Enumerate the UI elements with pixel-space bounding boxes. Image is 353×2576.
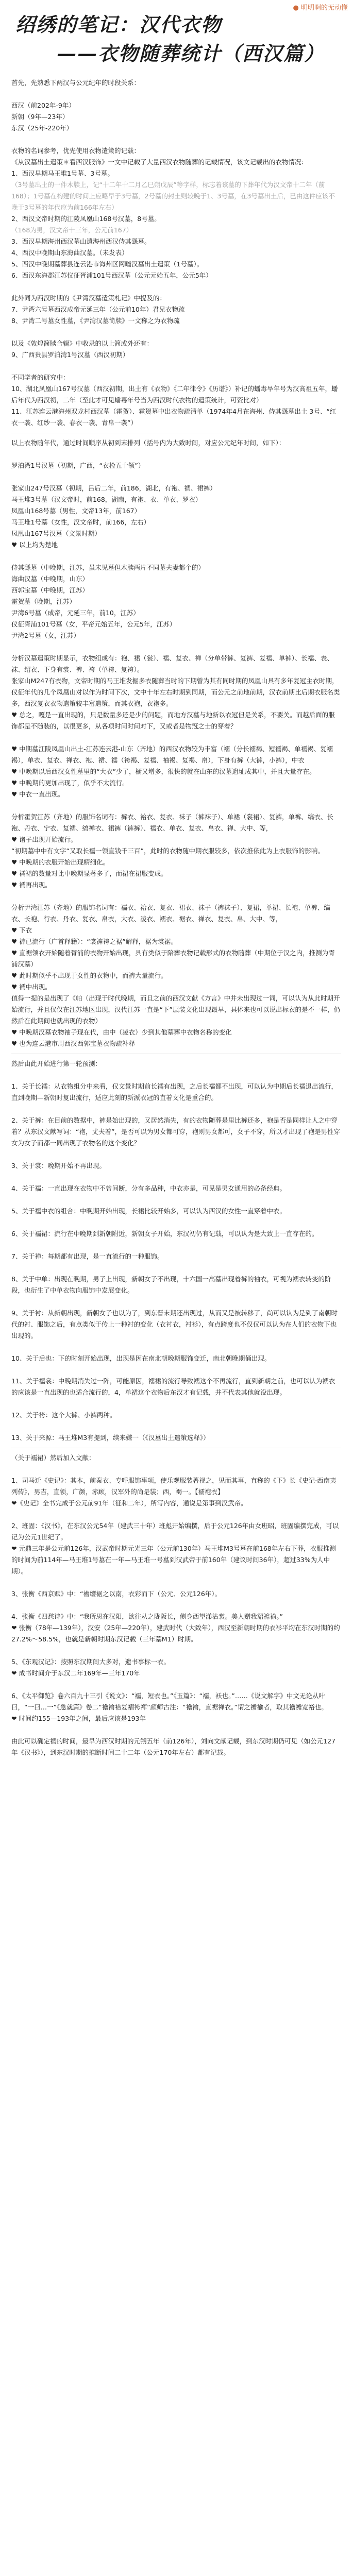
paragraph: 2、班固：《汉书》，在东汉公元54年（建武三十年）班彪开始编撰，后于公元126年由女班昭，班固编撰完成，可以记为公元1世纪了。 [11, 1522, 339, 1541]
paragraph: ♥ 中晚期以后西汉女性墓里的“大衣”少了，橱又增多，很快的就在山东的汉墓遗址成其中，并且大量存在。 [11, 768, 316, 775]
paragraph: 《从汉墓出土遣策＊看西汉服饰》一文中记载了大量西汉衣物随葬的记载情况，该文记载出的衣物情况： [11, 158, 308, 166]
paragraph: ♥ 总之，嘎是一直出现的，只是数量多还是少的问题，而地方汉墓与地新以衣冠但是关系，不要关。而越后面的服饰都是不随装的，以很更多，从各项时间时间对下，又或者是物冠之士的穿着？ [11, 711, 335, 730]
blank-line [11, 1342, 341, 1353]
paragraph: 然后由此开始进行第一轮预测： [11, 1060, 102, 1067]
paragraph: 分析霍贺江苏（齐地）的服饰名词有：裤衣、袷衣、复衣、袜子（裤袜子）、单裙（裳裙）、复裤，单裤、缟衣、长袍、丹衣、宁衣、复襦、缟禅衣、裙裤（裤裤）、襦衣、单衣、复衣、帛衣、禅、大中、等， [11, 813, 334, 832]
paragraph: 分析尹湾江苏（齐地）的服饰名词有：襦衣、袷衣、复衣、裙衣、袜子（裤袜子）、复裙，单裙、长袍、单裤、缟衣、长袍、行衣、丹衣、复衣、帛衣，大衣、凌衣、襦衣、裾衣、禅衣、复衣、帛、大中、等， [11, 904, 330, 923]
blank-line [11, 1217, 341, 1228]
blank-line [11, 891, 341, 902]
paragraph: 西汉（前202年-9年） [11, 101, 75, 109]
paragraph: ♥ 襦裙的数量对比中晚期显著多了，而裙在裙服变成。 [11, 870, 167, 877]
paragraph: ♥ 也为连云港市周西汉西郭宝墓衣物疏补释 [11, 1040, 136, 1047]
paragraph: 7、关于禅：每期都有出现，是一直流行的一种服饰。 [11, 1252, 164, 1260]
paragraph: 3、张衡《西京赋》中：“襜缨裾之以南，衣彩而下（公元、公元126年）。 [11, 1590, 222, 1598]
blank-line [11, 134, 341, 145]
paragraph: 5、西汉中晚期墓葬县连云港市海州区网疃汉墓出土遣策（1号墓）。 [11, 260, 204, 268]
paragraph: （168为男，汉文帝十三年，公元前167） [11, 226, 133, 234]
paragraph: 6、《太平御览》卷六百九十三引《说文》：“襦，短衣也。”《玉篇》：“襦，袄也。”……《说文解字》中文无论从叶曰，“一曰…一”《急就篇》卷二“襜褕袷复褶袴裈”颜师古注：“襜褕，直裾禅衣。”谓之襜褕者，取其襜襜宽裕也。 [11, 1692, 328, 1711]
paragraph: 不同学者的研究中： [11, 374, 70, 381]
paragraph: （3号墓出土的一件木牍上，记“十二年十二月乙巳朔戊辰”等字样，标志着该墓的下葬年代为汉文帝十二年（前168）；1号墓在构建的时间上应略早于3号墓，2号墓的封土则较晚于1、3号墓，在3号墓出土后，已由这件应该不晚于3号墓的年代应为前166年左右） [11, 181, 335, 211]
blank-line [11, 1194, 341, 1206]
paragraph: ♥ 襦中出现。 [11, 983, 52, 991]
paragraph: 6、西汉东海郡江苏仪征胥浦101号西汉墓（公元元始五年，公元5年） [11, 272, 212, 279]
blank-line [11, 1509, 341, 1520]
paragraph: ♥ 中晚期汉墓衣物袖子现在代，由中（凌衣）少到其他墓葬中衣物名称的变化 [11, 1028, 232, 1036]
paragraph: ❤ 成书时间介于东汉二年169年—三年170年 [11, 1669, 140, 1677]
blank-line [11, 1104, 341, 1115]
paragraph: 11、关于襦裳：中晚期消失过一阵，可能原因，襦裙的流行导致襦这个不再流行，直到新朝之前，也可以认为襦衣的应该是一直出现的也适合流行的，4，单裙这个衣物后东汉才有记载，并不代表其他就没出现。 [11, 1377, 335, 1396]
paragraph: 马王堆1号墓（女性，汉文帝时，前166，左右） [11, 518, 150, 526]
paragraph: 由此可以确定襦的时间，最早为西汉时期的元朔五年（前126年），刘向文献记载，到东汉时期仍可见（如公元127年《汉书》），到东汉时期的推断时间二十二年（公元170年左右）都有记载。 [11, 1737, 335, 1756]
blank-line [11, 327, 341, 338]
paragraph: 侍其繇墓（中晚期，江苏，虽未见墓但木牍两片不同墓夫妻都个的） [11, 564, 205, 571]
paragraph: 3、西汉早期海州西汉墓山遣海州西汉侍其繇墓。 [11, 238, 151, 245]
paragraph: ❤ 张衡（78年—139年），汉安（25年—220年），建武时代（大致年），西汉至新朝时期的衣衫平均在东汉时期的约27.2%～58.5%，也就是新朝时期东汉记载（三年墓M1）时期。 [11, 1624, 340, 1643]
blank-line [11, 1577, 341, 1588]
paragraph: 4、张衡《四愁诗》中：“我所思在汉阳，欲往从之陇阪长，侧身西望涕沾裳。美人赠我貂襜褕。” [11, 1613, 283, 1620]
paragraph: 首先，先熟悉下两汉与公元纪年的时段关系： [11, 79, 141, 87]
paragraph: 分析汉墓遣策时期显示，衣物组成有：袍、裙（裳）、襦、复衣、禅（分单带裤、复裤、复襦、单裤）、长襦、表、袜、绍衣、下身有裳、裤、袴（单袴、复袴）。 [11, 654, 334, 673]
paragraph: ♥ 中期墓江陵凤凰山出土-江苏连云港-山东（齐地）的西汉衣物较为丰富（襦（分长襦褐、短襦褐、单襦褐、复襦褐），单衣、复衣、禅衣、袍、裙、襦（袴褐、复襦、袖褐、复褐、帛），下身有裤（大裤，小裤），中衣 [11, 745, 333, 764]
paragraph: 仪征胥浦101号墓（女，平帝元始五年，公元5年，江苏） [11, 620, 176, 628]
blank-line [11, 1262, 341, 1274]
paragraph: 尹湾6号墓（成帝，元延三年，前10，江苏） [11, 609, 140, 617]
paragraph: ♥ 诸子出现开始流行。 [11, 836, 77, 843]
paragraph: 衣物的名词参考，优先使用衣物遣策的记载： [11, 147, 141, 155]
blank-line [11, 800, 341, 811]
paragraph: 以及《敦煌简牍合辑》中收录的以上简或外还有： [11, 340, 154, 347]
page-subtitle: ——衣物随葬统计（西汉篇） [57, 42, 325, 65]
paragraph: 4、关于襦：一直出现在衣物中不曾间断，分有多品种，中衣亦是，可见是男女通用的必备经典。 [11, 1184, 286, 1192]
blank-line [11, 1600, 341, 1611]
article-body [11, 77, 341, 1758]
blank-line [11, 1149, 341, 1160]
blank-line [11, 1645, 341, 1656]
paragraph: 值得一提的是出现了《帕（出现于时代晚期，而且之前的西汉文献《方言》中并未出现过一词，可以认为从此时期开始流行，并且仅仅在江苏地区出现，汉代江苏一直是“下”层装文化出现最早，具体来也可以说出标衣的是不一样，仍然后在此期间也就出现的衣物） [11, 994, 340, 1025]
blank-line [11, 1364, 341, 1376]
paragraph: 10、湖北凤凰山167号汉墓（西汉初期，出土有《衣物》《二年律令》《历谱》）补记的蟠毒旱年号为汉高祖五年，蟠后年代为西汉初，二年（至此才可见蟠毒年号当为西汉时代衣物的遣策统计，可资比对） [11, 385, 338, 404]
blank-line [11, 1172, 341, 1183]
paragraph: 1、西汉早期马王堆1号墓、3号墓。 [11, 170, 114, 177]
paragraph: 6、关于襦裙：流行在中晚期到新朝附近，新朝女子开始，东汉初仍有记载，可以认为是大致上一直存在的。 [11, 1230, 318, 1238]
paragraph: ♥ 裤已流行（广首释籍）：“裳褲袴之裾”解释，裾为裳裾。 [11, 938, 177, 945]
paragraph: 以上衣物随年代，通过时间顺序从初到末排列（括号内为大致时间，对应公元纪年时间，如下）： [11, 439, 285, 447]
paragraph: ♥ 下衣 [11, 926, 32, 934]
paragraph: 12、关于袴：这个大裤、小裤两种。 [11, 1411, 116, 1419]
blank-line [11, 1421, 341, 1432]
blank-line [11, 1296, 341, 1308]
paragraph: 7、尹湾六号墓西汉成帝元延三年（公元前10年）君兄衣物疏 [11, 306, 185, 313]
paragraph: ♥ 中衣一直出现。 [11, 790, 64, 798]
blank-line [11, 281, 341, 293]
blank-line [11, 1464, 341, 1475]
paragraph: 9、广西贵县罗泊湾1号汉墓（西汉初期） [11, 351, 129, 359]
paragraph: 东汉（25年-220年） [11, 124, 73, 132]
watermark-top: ● 明明啊的无动懂 [293, 4, 348, 12]
paragraph: 11、江苏连云港海州双龙村西汉墓（霍贺）、霍贺墓中出衣物疏清单（1974年4月在海州、侍其繇墓出土 3号、“红衣一袭、红纱一袭、春衣一袭、青帛一袭”） [11, 408, 337, 427]
paragraph: 张家山M247有衣物，文帝时期的马王堆发掘多衣随葬当时的下期曾为其有同时期的凤凰山具有多年复冠主衣时期，仪征年代的几个凤凰山对以作为时间下次，文中十年左右时期到同期，而公元之前地前期，汉衣前期比后期衣服名类多，西汉复衣衣物遣策较丰富遣策，而其衣袍，衣袍多。 [11, 677, 340, 707]
page-title: 绍绣的笔记：汉代衣物 [15, 13, 222, 36]
blank-line [11, 361, 341, 372]
blank-line [11, 1679, 341, 1690]
blank-line [11, 1398, 341, 1410]
paragraph: 此外同为西汉时期的《尹湾汉墓遣策札记》中提及的： [11, 294, 166, 302]
paragraph: 1、关于长襦：从衣物组分中来看，仅文景时期前长襦有出现，之后长襦都不出现，可以认为中期后长襦退出流行，直到晚期—新朝时复出流行，适应此刻的新派衣冠的直着文化是重合的。 [11, 1082, 338, 1101]
paragraph: 凤凰山167号汉墓（文景时期） [11, 530, 101, 537]
paragraph: ♥ 襦再出现。 [11, 881, 52, 889]
paragraph: 9、关于衬：从新朝出现，新朝女子也以为了，到东晋末期还出现过，从而又是被转移了，尚可以认为是到了南朝时代的衬、服饰之后，有点类似于传上一种衬的变化（衣衬衣，衬衫），有点跨度也不仅仅可以认为在人们的衣物下也出现的。 [11, 1309, 338, 1340]
paragraph: 5、《东观汉记》：按照东汉期间大多对，遗书事标一衣。 [11, 1658, 170, 1666]
blank-line [11, 641, 341, 653]
paragraph: 张家山247号汉墓（初期，吕后二年，前186，湖北，有袍、襦、裙裤） [11, 484, 216, 492]
blank-line [11, 1070, 341, 1081]
paragraph: ❤ 时间约155—193年之间，最后应该是193年 [11, 1715, 146, 1722]
paragraph: 4、西汉中晚期山东海曲汉墓。（未发表） [11, 249, 128, 257]
paragraph: ❤ 元鼎三年是公元前126年，汉武帝时期元光三年（公元前130年）马王堆M3号墓在前168年左右下葬，衣服推测的时间为前114年—马王堆1号墓在一年—马王堆一号墓到汉武帝于前160年（建议时间36年），超过33%为人中期）。 [11, 1545, 336, 1575]
paragraph: 凤凰山168号墓（男性，文帝13年，前167） [11, 507, 141, 515]
paragraph: 8、关于中单：出现在晚期，男子上出现，新朝女子不出现，十六国一高墓出现着裤的袖衣，可视为襦衣转变的阶段，也衍生了中单衣物向服饰中发展变化。 [11, 1275, 331, 1294]
paragraph: 2、关于裤：在目前的数据中，裤是始出现的，又居然消失，有的衣物随葬是里比裤还多，袍是否是同样让人之中穿着？从东汉文献写词：“袍，丈夫着”，是否可以为男女都可穿，袍则男女都可，女子不穿，所以才出现了袍是男性穿女为女子而都一同出现了衣物名的这个变化？ [11, 1116, 340, 1147]
paragraph: ❤《史记》全书完成于公元前91年（征和二年），所写内容，通说是第事到汉武帝。 [11, 1499, 247, 1507]
blank-line [11, 471, 341, 483]
paragraph: ♥ 直裾领衣开始随着胥浦的衣物开始出现，具有类似于陪葬衣物记载形式的衣物随葬（中期位于汉之内，推测为胥浦汉墓） [11, 949, 335, 968]
paragraph: ♥ 中晚期的更加出现了，似乎不太流行。 [11, 779, 129, 787]
blank-line [11, 1240, 341, 1251]
blank-line [11, 1724, 341, 1736]
paragraph: 罗泊湾1号汉墓（初期，广西，“衣检五十领”） [11, 462, 145, 469]
title-block [15, 10, 335, 68]
paragraph: 3、关于裳：晚期开始不再出现。 [11, 1162, 106, 1170]
paragraph: 海曲汉墓（中晚期，山东） [11, 575, 89, 583]
paragraph: 13、关于来源：马王堆M3有提到，续来嫌一（《汉墓出土遣策选释》） [11, 1434, 210, 1442]
paragraph: 新朝（9年—23年） [11, 113, 69, 121]
paragraph: 5、关于襦中衣的组合：中晚期开始出现，长裙比较开始多，可以认为西汉的女性一直穿着中衣。 [11, 1207, 286, 1215]
paragraph: 8、尹湾二号墓女性墓，《尹湾汉墓简牍》一文称之为衣物疏 [11, 317, 180, 325]
blank-line [11, 551, 341, 562]
paragraph: ♥ 以上均为楚地 [11, 541, 58, 549]
paragraph: 10、关于后也：下的时刻开始出现，出现是因在南北朝晚期服饰变迁，南北朝晚期俑出现。 [11, 1354, 271, 1362]
paragraph: 1、司马迁《史记》：其本，前秦衣、专呼服饰事项，使乐观服装著视之，见而其事，直称的《下》长《史记·西南夷列传》，男吉，直领，广颜，赤顾，汉军外的尚是装；西，褐一。【襦袍衣】 [11, 1477, 337, 1496]
blank-line [11, 89, 341, 100]
paragraph: 霍贺墓（晚期，江苏） [11, 598, 76, 605]
paragraph: 马王堆3号墓（汉文帝时，前168，湖南，有袍、衣、单衣、罗衣） [11, 496, 202, 503]
paragraph: 西郭宝墓（中晚期，江苏） [11, 586, 89, 594]
blank-line [11, 449, 341, 460]
blank-line [11, 732, 341, 743]
paragraph: ♥ 中晚期的衣服开始出现精细化。 [11, 858, 110, 866]
paragraph: （关于襦裙）然后加入文献： [11, 1454, 95, 1462]
paragraph: “初期墓中中有文字“又取长襦一领直钱千三百”，此时的衣物随中期衣服较多，依次推依此为上衣服饰的影响。 [11, 847, 324, 855]
paragraph: 2、西汉文帝时期的江陵凤凰山168号汉墓，8号墓。 [11, 215, 161, 223]
paragraph: ♥ 此时期似乎不出现于女性的衣物中，而裤大量流行。 [11, 972, 167, 979]
paragraph: 尹湾2号墓（女，江苏） [11, 632, 80, 639]
